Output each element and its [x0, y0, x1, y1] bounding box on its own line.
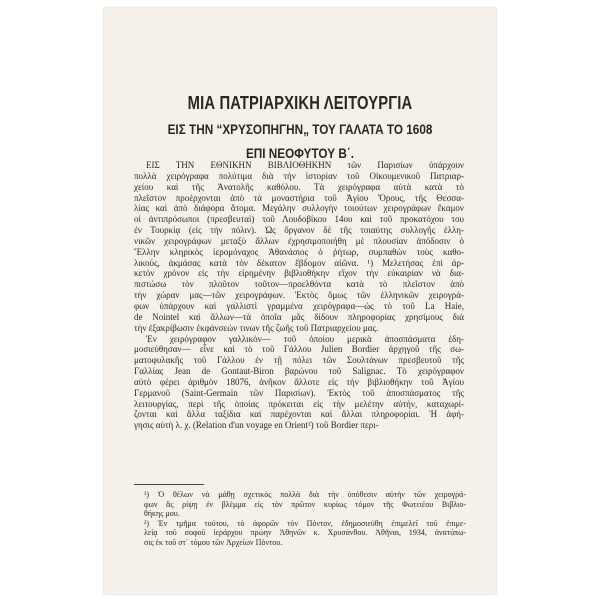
text-line: γησις αὐτὴ λ. χ. (Relation d'un voyage en Orient²) τοῦ Bordier περι- — [134, 420, 379, 431]
text-line: πιστώσω τὸν πλοῦτον τοῦτον—προελθόντα κατὰ τὸ πλεῖστον ἀπὸ — [134, 279, 464, 290]
text-line: λειτουργίας, περὶ τῆς ὁποίας πρόκειται εἰς τὴν μελέτην αὐτήν, καταχωρί- — [134, 398, 464, 409]
footnote-divider — [134, 484, 204, 485]
footnote-1 — [144, 490, 466, 519]
text-line: οἱ ἀντιπρόσωποι (πρεσβευταὶ) τοῦ Λουδοβίκου 14ου καὶ τοῦ προκατόχου του — [134, 214, 464, 225]
article-title — [104, 92, 496, 162]
text-line: φων ὑπάρχουν καὶ γαλλιστὶ γραμμένα χειρόγραφα—ὡς τὸ τοῦ La Haie, — [134, 300, 464, 311]
paragraph-2 — [134, 334, 464, 432]
title-line-3: ΕΠΙ ΝΕΟΦΥΤΟΥ Β΄. — [245, 145, 355, 161]
footnote-line: φων ἂς ρίψῃ ἐν βλέμμα εἰς τὸν πρῶτον κυρίως τόμον τῆς Φωτειέου Βιβλιο- — [144, 499, 466, 509]
text-line: de Nointel καὶ ἄλλων—τὰ ὁποῖα μᾶς δίδουν πληροφορίας χρησίμους διὰ — [134, 311, 464, 322]
footnote-2 — [144, 519, 466, 548]
footnote-line: ¹) Ὁ θέλων νὰ μάθῃ σχετικὸς πολλὰ διὰ τὴν ὑπόθεσιν αὐτὴν τῶν χειρογρά- — [144, 490, 466, 499]
paragraph-1 — [134, 160, 464, 334]
text-line: λικούς, ἀκμάσας κατὰ τὸν δέκατον ἕβδομον αἰῶνα. ¹) Μελετήσας ἐπὶ ἀρ- — [134, 257, 464, 268]
footnote-line: σις ἐκ τοῦ στ΄ τόμου τῶν Ἀρχείων Πόντου. — [144, 537, 283, 547]
text-line: χείου καὶ τῆς Ἀνατολῆς καθόλου. Τὰ χειρόγραφα αὐτὰ κατὰ τὸ — [134, 181, 464, 192]
text-line: Γαλλίας Jean de Gontaut-Biron βαρώνου τοῦ Salignac. Τὸ χειρόγραφον — [134, 366, 464, 377]
text-line: πλεῖστον προέρχονται ἀπὸ τὰ μοναστήρια τοῦ Ἁγίου Ὄρους, τῆς Θεσσα- — [134, 192, 464, 203]
footnotes — [144, 490, 466, 548]
title-line-1: ΜΙΑ ΠΑΤΡΙΑΡΧΙΚΗ ΛΕΙΤΟΥΡΓΙΑ — [187, 93, 413, 113]
footnote-line: λείᾳ τοῦ σοφοῦ ἱεράρχου πρώην Ἀθηνῶν κ. Χρυσάνθου. Ἀθῆναι, 1934, ἀνατύπω- — [144, 528, 466, 538]
text-line: τὴν ἐξακρίβωσιν ἐκφάνσεών τινων τῆς ζωῆς τοῦ Πατριαρχείου μας. — [134, 322, 379, 333]
text-line: ζονται καὶ ἄλλα ταξίδια καὶ παρέχονται καὶ ἄλλαι πληροφορίαι. Ἡ ἀφή- — [134, 409, 464, 420]
text-line: μοσιεύθησαν— εἶνε καὶ τὸ τοῦ Γάλλου Julien Bordier ἀρχηγοῦ τῆς σω- — [134, 344, 464, 355]
text-line: Ἐν χειρόγραφον γαλλικὸν— τοῦ ὁποίου μερικὰ ἀποσπάσματα ἐδη- — [146, 333, 464, 344]
text-line: πολλὰ χειρόγραφα πολύτιμα διὰ τὴν ἱστορίαν τοῦ Οἰκουμενικοῦ Πατριαρ- — [134, 170, 464, 181]
text-line: αὐτὸ φέρει ἀριθμὸν 18076, ἀνῆκον ἄλλοτε εἰς τὴν βιβλιοθήκην τοῦ Ἁγίου — [134, 376, 464, 387]
footnote-line: θήκης μου. — [144, 509, 180, 519]
footnote-line: ²) Ἐν τμῆμα τούτου, τὸ ἀφορῶν τὸν Πόντον, ἐδημοσιεύθη ἐπιμελεῖ τοῦ ἐπιμε- — [144, 518, 466, 528]
text-line: ματοφυλακῆς τοῦ Γάλλου ἐν τῇ πόλει τῶν Σουλτάνων πρεσβευτοῦ τῆς — [134, 355, 464, 366]
text-line: Γερμανοῦ (Saint-Germain τῶν Παρισίων). Ἐκτὸς τοῦ ἀποσπάσματος τῆς — [134, 387, 464, 398]
text-line: λίας καὶ ἀπὸ διάφορα ἄτομα. Μεγάλην συλλογὴν τοιούτων χειρογράφων ἔκαμον — [134, 203, 464, 214]
text-line: ΕΙΣ ΤΗΝ ΕΘΝΙΚΗΝ ΒΙΒΛΙΟΘΗΚΗΝ τῶν Παρισίων ὑπάρχουν — [146, 160, 464, 170]
text-line: Ἕλλην κληρικὸς ἱερομόναχος Ἀθανάσιος ὁ ῥήτωρ, συμπαθὼν τοὺς καθο- — [134, 246, 464, 257]
title-line-2: ΕΙΣ ΤΗΝ “ΧΡΥΣΟΠΗΓΗΝ„ ΤΟΥ ΓΑΛΑΤΑ ΤΟ 1608 — [167, 121, 433, 137]
text-line: κετὸν χρόνον εἰς τὴν εἰρημένην βιβλιοθήκην εἴχον τὴν εὐκαιρίαν νὰ δια- — [134, 268, 464, 279]
text-line: νικῶν χειρογράφων μεταξὺ ἄλλων ἐχρησιμοποιήθη μὲ πλουσίαν ἀπόδοσιν ὁ — [134, 235, 464, 246]
book-page — [104, 8, 496, 594]
text-line: ἐν Τουρκίᾳ (εἰς τὴν πόλιν). Ὡς ὄργανον δὲ τῆς τοιαύτης συλλογῆς ἑλλη- — [134, 225, 464, 236]
text-line: τὴν χώραν μας—τῶν χειρογράφων. Ἐκτὸς ὅμως τῶν ἑλληνικῶν χειρογρά- — [134, 290, 464, 301]
body-text — [134, 160, 464, 431]
